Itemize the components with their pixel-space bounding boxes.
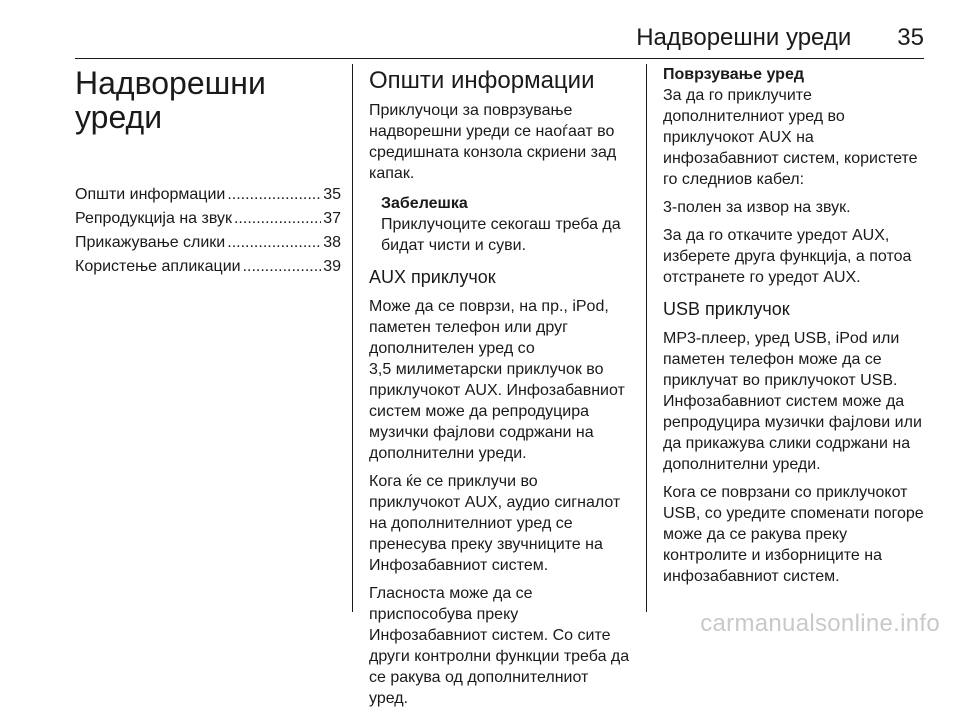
toc-page: 37 <box>323 210 341 227</box>
aux-paragraph-2: Кога ќе се приклучи во приклучокот AUX, аудио сигналот на дополнителниот уред се пренесува преку звучниците на Инфозабавниот систем. <box>369 473 621 574</box>
page-number: 35 <box>897 24 924 51</box>
section-title-general-info: Општи информации <box>369 67 595 94</box>
column-divider <box>352 64 353 612</box>
toc-page: 38 <box>323 234 341 251</box>
aux-paragraph-1: Може да се поврзи, на пр., iPod, паметен телефон или друг дополнителен уред со 3,5 милиметарски приклучок во приклучокот AUX. Инфозабавниот систем може да репродуцира музички фајлови содржани на дополнителни уреди. <box>369 298 625 462</box>
section-title-aux: AUX приклучок <box>369 267 496 287</box>
toc-item[interactable] <box>75 208 341 229</box>
toc-leader <box>227 184 321 205</box>
running-title: Надворешни уреди <box>636 24 852 51</box>
column-3 <box>663 64 931 594</box>
usb-paragraph-2: Кога се поврзани со приклучокот USB, со уредите споменати погоре може да се ракува преку контролите и изборниците на инфозабавниот систем. <box>663 484 924 585</box>
toc-item[interactable] <box>75 184 341 205</box>
toc-leader <box>234 208 321 229</box>
column-divider <box>646 64 647 612</box>
toc-item[interactable] <box>75 232 341 253</box>
section-title-usb: USB приклучок <box>663 299 790 319</box>
intro-paragraph: Приклучоци за поврзување надворешни уреди се наоѓаат во средишната конзола скриени зад капак. <box>369 102 617 182</box>
toc-item[interactable] <box>75 256 341 277</box>
toc-label: Прикажување слики <box>75 234 226 251</box>
usb-paragraph-1: MP3-плеер, уред USB, iPod или паметен телефон може да се приклучат во приклучокот USB. Инфозабавниот систем може да репродуцира музички фајлови или да прикажува слики содржани на дополнителни уреди. <box>663 330 922 473</box>
toc-leader <box>243 256 322 277</box>
toc-label: Општи информации <box>75 186 226 203</box>
page-header <box>636 26 924 50</box>
note-text: Приклучоците секогаш треба да бидат чисти и суви. <box>381 216 621 254</box>
toc-leader <box>227 232 321 253</box>
table-of-contents <box>75 184 341 277</box>
connect-device-heading: Поврзување уред <box>663 66 805 83</box>
chapter-title: Надворешни уреди <box>75 65 266 135</box>
connect-paragraph-1: За да го приклучите дополнителниот уред во приклучокот AUX на инфозабавниот систем, користете го следниов кабел: <box>663 87 918 188</box>
note-box <box>381 193 631 256</box>
toc-label: Репродукција на звук <box>75 210 232 227</box>
column-1 <box>75 64 341 280</box>
watermark: carmanualsonline.info <box>700 610 940 637</box>
column-2 <box>369 64 631 716</box>
toc-label: Користење апликации <box>75 258 241 275</box>
aux-paragraph-3: Гласноста може да се приспособува преку Инфозабавниот систем. Со сите други контролни функции треба да се ракува од дополнителниот уред. <box>369 585 630 707</box>
connect-paragraph-2: 3-полен за извор на звук. <box>663 199 851 216</box>
toc-page: 39 <box>323 258 341 275</box>
header-rule <box>75 58 924 59</box>
connect-paragraph-3: За да го откачите уредот AUX, изберете друга функција, а потоа отстранете го уредот AUX. <box>663 227 912 286</box>
note-heading: Забелешка <box>381 195 468 212</box>
toc-page: 35 <box>323 186 341 203</box>
